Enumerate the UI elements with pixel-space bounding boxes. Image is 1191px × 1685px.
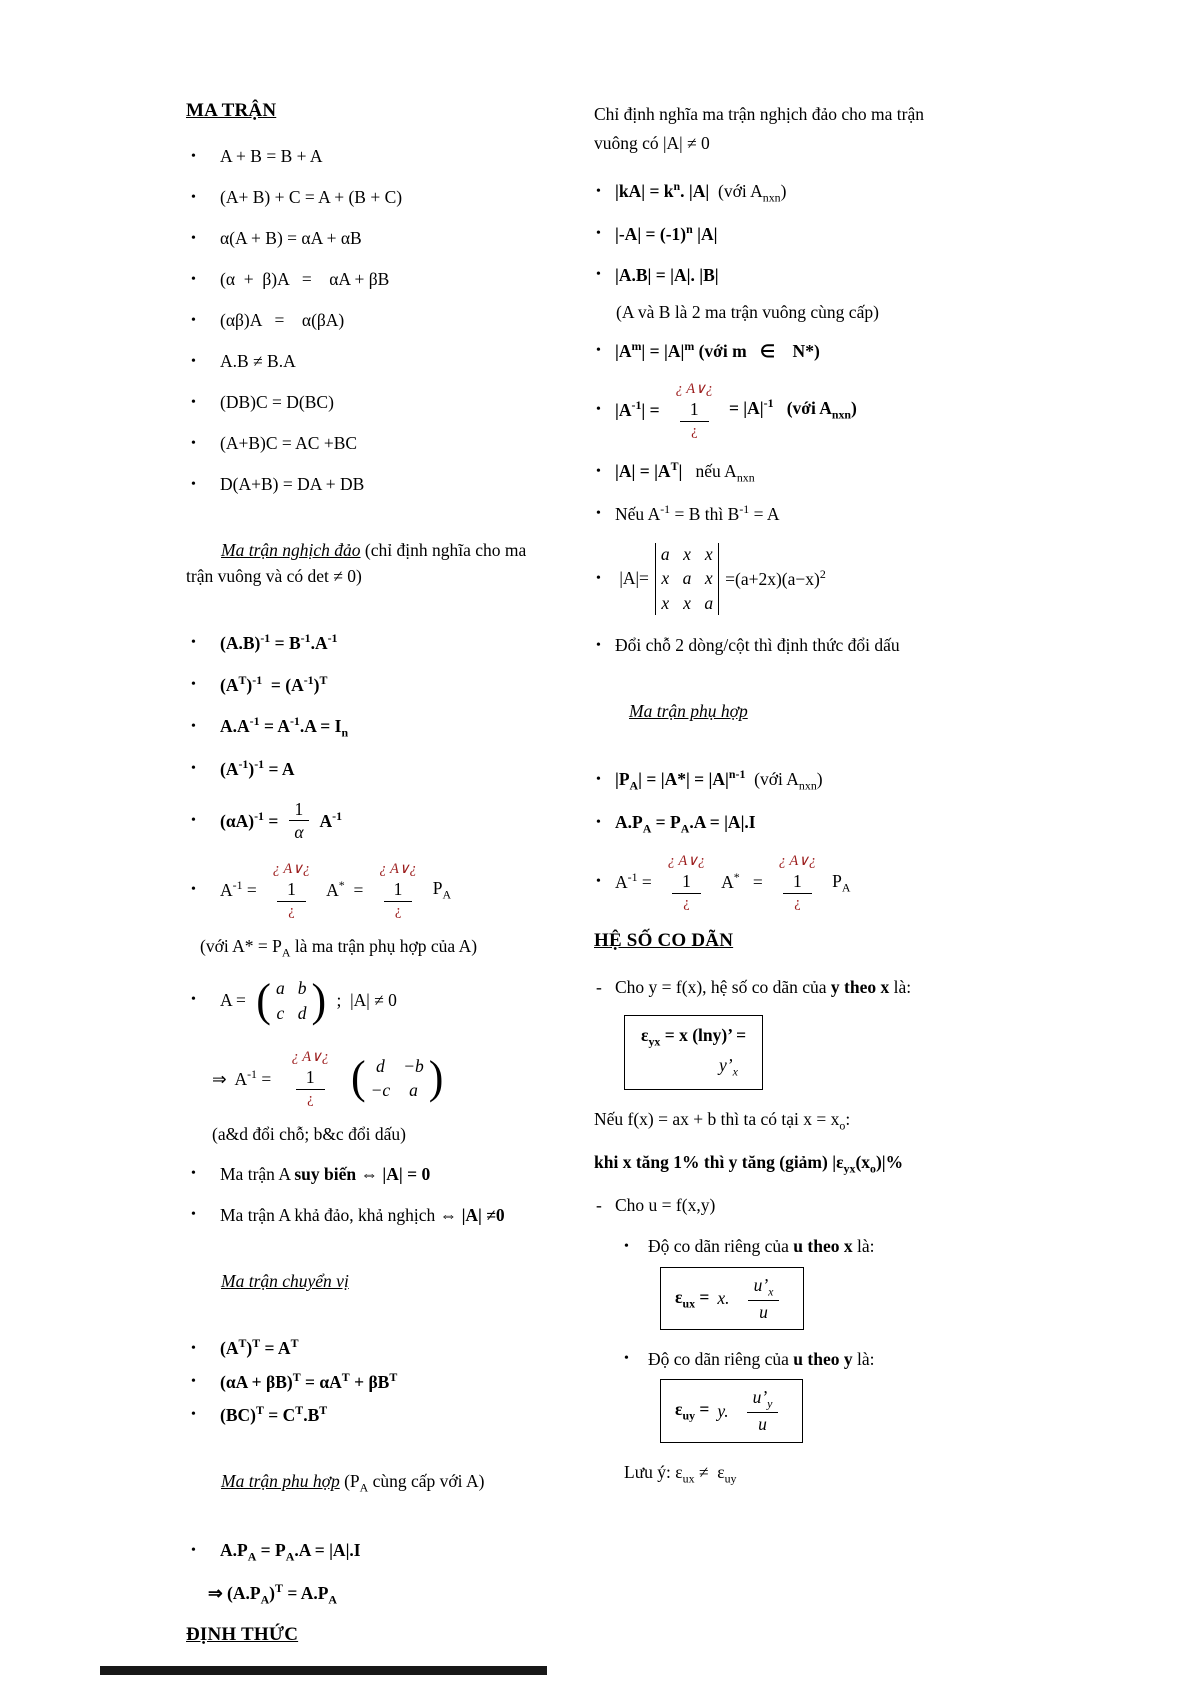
- fraction-denominator: ¿: [288, 903, 295, 920]
- bullet-icon: •: [596, 570, 601, 586]
- bullet-icon: •: [624, 1238, 629, 1254]
- formula-rhs: ; |A| ≠ 0: [332, 989, 397, 1010]
- fraction-artifact: [379, 860, 416, 920]
- formula-lhs: |A|=: [615, 568, 649, 589]
- formula-lhs: $(\alpha A)^{-1}$ =: [220, 808, 279, 831]
- matrix-cell: d: [376, 1055, 385, 1076]
- formula: $(BC)^T = C^T.B^T$: [220, 1402, 328, 1425]
- partial-elasticity-y-row: [622, 1346, 952, 1372]
- subheading-ma-tran-nghich-dao: [186, 513, 544, 615]
- matrix-cell: a: [275, 977, 285, 998]
- bullet-icon: •: [191, 1406, 196, 1422]
- formula-row-inverse-2x2: [212, 1048, 449, 1108]
- formula: $|P_A| = |A*| = |A|^{n-1}$ (với $A_{nxn}$): [615, 767, 823, 793]
- bullet-icon: •: [191, 1543, 196, 1559]
- formula: [615, 852, 952, 912]
- formula: $(\alpha A + \beta B)^T = \alpha A^T + \beta B^T$: [220, 1369, 398, 1392]
- formula-line: $\varepsilon_{yx} = x$ (lny)’ =: [641, 1025, 747, 1049]
- bullet-icon: •: [191, 882, 196, 898]
- bullet-icon: •: [596, 874, 601, 890]
- note-luu-y: Lưu ý: $\varepsilon_{ux} \ne \varepsilon_{uy}$: [624, 1462, 737, 1486]
- fraction-artifact: [676, 380, 713, 440]
- bullet-icon: •: [596, 226, 601, 242]
- matrix-property-row: [186, 185, 544, 211]
- bullet-icon: •: [191, 992, 196, 1008]
- formula-lhs: A =: [220, 989, 251, 1010]
- matrix-property-row: [186, 349, 544, 375]
- square-matrices-note: (A và B là 2 ma trận vuông cùng cấp): [616, 301, 879, 322]
- inverse-property-row: [186, 713, 544, 742]
- formula-lhs: $\varepsilon_{uy}$ =: [675, 1399, 710, 1423]
- dash-icon: -: [596, 1195, 602, 1215]
- determinant-intro: Chỉ định nghĩa ma trận nghịch đảo cho ma trận vuông có |A| ≠ 0: [594, 104, 929, 153]
- formula: $A.A^{-1} = A^{-1}.A = I_n$: [220, 713, 349, 740]
- elasticity-uy-box: [660, 1379, 803, 1443]
- matrix-cell: a: [409, 1080, 418, 1101]
- matrix-cell: x: [704, 568, 713, 589]
- formula-lhs: $\varepsilon_{ux}$ =: [675, 1286, 710, 1311]
- fraction-numerator: $u’_x$: [748, 1274, 780, 1301]
- fraction-artifact: [273, 860, 310, 920]
- left-column: [186, 100, 544, 1668]
- fraction-artifact: [668, 852, 705, 912]
- bullet-icon: •: [596, 401, 601, 417]
- transpose-property-row: [186, 1336, 544, 1362]
- right-paren-icon: ): [311, 974, 327, 1026]
- matrix-cells: [655, 543, 719, 615]
- inverse-property-row: [186, 756, 544, 782]
- elasticity-intro-row: [594, 974, 952, 1000]
- bullet-icon: •: [191, 394, 196, 410]
- formula: |A.B| = |A|. |B|: [615, 264, 719, 285]
- bullet-icon: •: [596, 637, 601, 653]
- formula: Ma trận A suy biến ⇔ |A| = 0: [220, 1163, 431, 1184]
- subheading-label: Ma trận phụ hợp: [629, 701, 748, 722]
- bullet-icon: •: [191, 1207, 196, 1223]
- content-columns: [186, 100, 952, 1668]
- formula: (A+B)C = AC +BC: [220, 433, 358, 454]
- subheading-ma-tran-chuyen-vi: [186, 1243, 544, 1319]
- formula-row-inverse-adjugate: [594, 852, 952, 912]
- formula: $(A^T)^{-1} = (A^{-1})^T$: [220, 672, 328, 695]
- fraction-numerator: 1: [296, 1067, 325, 1090]
- formula-rhs: $P_A$: [432, 878, 452, 902]
- bullet-icon: •: [191, 148, 196, 164]
- formula: $(A^T)^T = A^T$: [220, 1336, 299, 1359]
- formula: α(A + B) = αA + αB: [220, 228, 362, 249]
- formula-row-det-inverse: [594, 380, 952, 440]
- bullet-icon: •: [596, 183, 601, 199]
- bullet-icon: •: [191, 812, 196, 828]
- matrix-property-row: [186, 144, 544, 170]
- bullet-icon: •: [596, 506, 601, 522]
- bullet-icon: •: [596, 267, 601, 283]
- fraction: [747, 1386, 779, 1436]
- right-paren-icon: ): [428, 1052, 444, 1104]
- bullet-icon: •: [191, 476, 196, 492]
- matrix-cell: x: [704, 543, 713, 564]
- footer-bar: [100, 1666, 547, 1675]
- subheading-note: ($P_A$ cùng cấp với A): [339, 1470, 485, 1495]
- bullet-icon: •: [191, 1373, 196, 1389]
- elasticity-ux-box: [660, 1267, 804, 1331]
- fraction-denominator: ¿: [691, 422, 698, 439]
- bullet-icon: •: [596, 343, 601, 359]
- bullet-icon: •: [191, 353, 196, 369]
- matrix-property-row: [186, 226, 544, 252]
- determinant-swap-row: [594, 633, 952, 659]
- singular-matrix-row: [186, 1161, 544, 1187]
- formula-mid: A* =: [326, 878, 364, 900]
- partial-elasticity-x-text: Độ co dãn riêng của u theo x là:: [648, 1236, 875, 1256]
- formula: (αβ)A = α(βA): [220, 310, 345, 331]
- fraction-denominator: α: [294, 822, 304, 843]
- formula: $(A.B)^{-1} = B^{-1}.A^{-1}$: [220, 631, 338, 654]
- artifact-top-text: ¿ A∨¿: [379, 861, 417, 878]
- dash-icon: -: [596, 976, 602, 997]
- formula: $|-A| = (-1)^n$ |A|: [615, 222, 718, 245]
- artifact-top-text: ¿ A∨¿: [272, 861, 311, 878]
- heading-dinh-thuc: ĐỊNH THỨC: [186, 1623, 299, 1645]
- matrix-property-row: [186, 472, 544, 498]
- left-paren-icon: (: [256, 974, 271, 1026]
- bullet-icon: •: [191, 189, 196, 205]
- fraction-artifact: [292, 1048, 329, 1108]
- partial-function-text: Cho u = f(x,y): [615, 1195, 716, 1215]
- determinant-property-row: [594, 458, 952, 487]
- fraction-numerator: 1: [384, 879, 413, 902]
- formula: $|A^m| = |A|^m$ (với m ∈ N*): [615, 339, 820, 362]
- right-column: [594, 100, 952, 1502]
- formula-row-alpha-inverse: [186, 798, 544, 845]
- matrix-cell: b: [297, 977, 307, 998]
- formula-rhs: $P_A$: [832, 870, 851, 895]
- formula: A.B ≠ B.A: [220, 351, 296, 372]
- formula: $A.P_A = P_A.A = |A|.I$: [615, 811, 756, 836]
- bullet-icon: •: [596, 772, 601, 788]
- adjugate-property-row: [594, 810, 952, 838]
- formula: [615, 380, 952, 440]
- bullet-icon: •: [191, 312, 196, 328]
- subheading-note: (chỉ định nghĩa cho ma trận vuông và có det ≠ 0): [186, 540, 531, 586]
- formula: $A.P_A = P_A.A = |A|.I$: [220, 1539, 361, 1564]
- fraction-numerator: 1: [277, 879, 306, 902]
- subheading-label: Ma trận chuyển vị: [221, 1270, 349, 1291]
- adjugate-property-row: [186, 1538, 544, 1566]
- matrix-property-row: [186, 431, 544, 457]
- fraction-numerator: $u’_y$: [747, 1386, 779, 1413]
- matrix-property-row: [186, 267, 544, 293]
- formula-lhs: ⇒ $A^{-1}$ =: [212, 1066, 276, 1089]
- formula-mid: A* =: [721, 870, 763, 893]
- fraction-denominator: ¿: [794, 895, 801, 912]
- determinant-property-row: [594, 178, 952, 207]
- matrix-cell: d: [297, 1002, 307, 1023]
- fraction-denominator: u: [759, 1301, 768, 1322]
- artifact-top-text: ¿ A∨¿: [291, 1049, 329, 1066]
- formula: (α + β)A = αA + βB: [220, 269, 390, 290]
- formula-rhs: $A^{-1}$: [319, 808, 343, 831]
- formula: D(A+B) = DA + DB: [220, 474, 365, 495]
- formula: [615, 543, 952, 615]
- fraction-denominator: ¿: [394, 903, 402, 920]
- adjugate-arrow-formula: ⇒ $(A.P_A)^T = A.P_A$: [208, 1581, 337, 1607]
- matrix-cell: x: [683, 593, 691, 614]
- formula-rhs: $=(a+2x)(a-x)^2$: [725, 566, 826, 589]
- formula-lhs: $|A^{-1}|$ =: [615, 397, 660, 420]
- partial-elasticity-x-row: [622, 1234, 952, 1260]
- bullet-icon: •: [624, 1351, 629, 1367]
- formula: $|kA| = k^n$. |A| (với $A_{nxn}$): [615, 178, 787, 205]
- artifact-top-text: ¿ A∨¿: [675, 380, 713, 397]
- matrix-cell: a: [704, 593, 714, 614]
- formula-lhs: $A^{-1}$ =: [615, 870, 652, 893]
- formula-coefficient: y.: [717, 1400, 729, 1421]
- bullet-icon: •: [191, 1166, 196, 1182]
- transpose-property-row: [186, 1402, 544, 1428]
- matrix-cell: x: [661, 593, 670, 614]
- elasticity-yx-box: [624, 1015, 763, 1090]
- subheading-label: Ma trận phu hợp: [221, 1470, 340, 1491]
- fraction: [748, 1274, 780, 1324]
- matrix-cell: x: [683, 543, 691, 564]
- partial-elasticity-y-text: Độ co dãn riêng của u theo y là:: [648, 1348, 875, 1369]
- bullet-icon: •: [191, 435, 196, 451]
- inverse-property-row: [186, 672, 544, 698]
- formula-line: $y’_x$: [719, 1055, 738, 1079]
- bullet-icon: •: [191, 676, 196, 692]
- bullet-icon: •: [191, 635, 196, 651]
- matrix-2x2: [256, 974, 327, 1026]
- formula-row-matrix-definition: [186, 974, 544, 1026]
- fraction-numerator: 1: [672, 871, 701, 894]
- formula-coefficient: x.: [717, 1287, 730, 1308]
- formula: (A+ B) + C = A + (B + C): [220, 187, 403, 208]
- formula: Đổi chỗ 2 dòng/cột thì định thức đổi dấu: [615, 635, 900, 656]
- formula: $(A^{-1})^{-1} = A$: [220, 757, 295, 780]
- fraction-denominator: ¿: [683, 895, 690, 912]
- matrix-cell: a: [682, 568, 692, 589]
- swap-note: (a&d đổi chỗ; b&c đổi dấu): [212, 1124, 406, 1145]
- fraction-numerator: 1: [680, 399, 709, 422]
- matrix-cell: c: [276, 1002, 285, 1023]
- formula: Ma trận A khả đảo, khả nghịch ⇔ |A| ≠0: [220, 1204, 505, 1225]
- bullet-icon: •: [596, 464, 601, 479]
- linear-case-note: Nếu f(x) = ax + b thì ta có tại $x = x_o$:: [594, 1108, 851, 1133]
- matrix-cell: −c: [370, 1080, 391, 1101]
- bullet-icon: •: [596, 815, 601, 831]
- determinant-property-row: [594, 339, 952, 365]
- matrix-cell: −b: [403, 1055, 424, 1076]
- subheading-ma-tran-phu-hop-right: [594, 674, 952, 750]
- formula-rhs: = $|A|^{-1}$ (với $A_{nxn}$): [728, 396, 857, 422]
- adjugate-property-row: [594, 766, 952, 795]
- artifact-top-text: ¿ A∨¿: [778, 853, 817, 870]
- fraction-numerator: 1: [783, 871, 812, 894]
- formula: [220, 974, 544, 1026]
- bullet-icon: •: [191, 271, 196, 287]
- fraction-numerator: 1: [289, 798, 310, 822]
- matrix-cell: a: [660, 543, 670, 564]
- fraction: [288, 798, 309, 845]
- subheading-ma-tran-phu-hop: [186, 1443, 544, 1522]
- formula-row-determinant-3x3: [594, 543, 952, 615]
- bullet-icon: •: [191, 719, 196, 735]
- percent-change-note: khi x tăng 1% thì y tăng (giảm) $|\varepsilon_{yx}(x_o)|\%$: [594, 1152, 904, 1176]
- transpose-property-row: [186, 1369, 544, 1395]
- formula-row-inverse-adjugate: [186, 860, 544, 920]
- formula: [220, 860, 544, 920]
- determinant-property-row: [594, 221, 952, 247]
- bullet-icon: •: [191, 1340, 196, 1356]
- determinant-3x3: [655, 543, 719, 615]
- matrix-cells: [271, 977, 312, 1025]
- bullet-icon: •: [191, 761, 196, 777]
- matrix-2x2: [350, 1052, 444, 1104]
- determinant-property-row: [594, 501, 952, 527]
- artifact-top-text: ¿ A∨¿: [667, 853, 706, 870]
- heading-he-so-co-dan: HỆ SỐ CO DÃN: [594, 930, 734, 952]
- matrix-property-row: [186, 308, 544, 334]
- formula-lhs: $A^{-1}$ =: [220, 878, 257, 900]
- formula: Nếu $A^{-1} = B$ thì $B^{-1} = A$: [615, 502, 780, 525]
- bullet-icon: •: [191, 230, 196, 246]
- fraction-denominator: u: [758, 1414, 767, 1435]
- partial-function-row: [594, 1193, 952, 1219]
- left-paren-icon: (: [350, 1052, 366, 1104]
- matrix-cell: x: [661, 568, 670, 589]
- fraction-artifact: [779, 852, 816, 912]
- formula: $|A| = |A^T|$ nếu $A_{nxn}$: [615, 458, 755, 485]
- subheading-label: Ma trận nghịch đảo: [221, 540, 361, 561]
- formula: [220, 798, 544, 845]
- heading-ma-tran: MA TRẬN: [186, 100, 277, 121]
- formula: (DB)C = D(BC): [220, 392, 334, 413]
- elasticity-intro-text: Cho y = f(x), hệ số co dãn của y theo x là:: [615, 976, 912, 997]
- matrix-cells: [366, 1055, 429, 1103]
- inverse-property-row: [186, 631, 544, 657]
- matrix-property-row: [186, 390, 544, 416]
- formula: A + B = B + A: [220, 146, 323, 167]
- determinant-property-row: [594, 263, 952, 289]
- invertible-matrix-row: [186, 1202, 544, 1228]
- fraction-denominator: ¿: [307, 1091, 314, 1108]
- adjugate-note: (với $A* = P_A$ là ma trận phụ hợp của A): [200, 936, 478, 960]
